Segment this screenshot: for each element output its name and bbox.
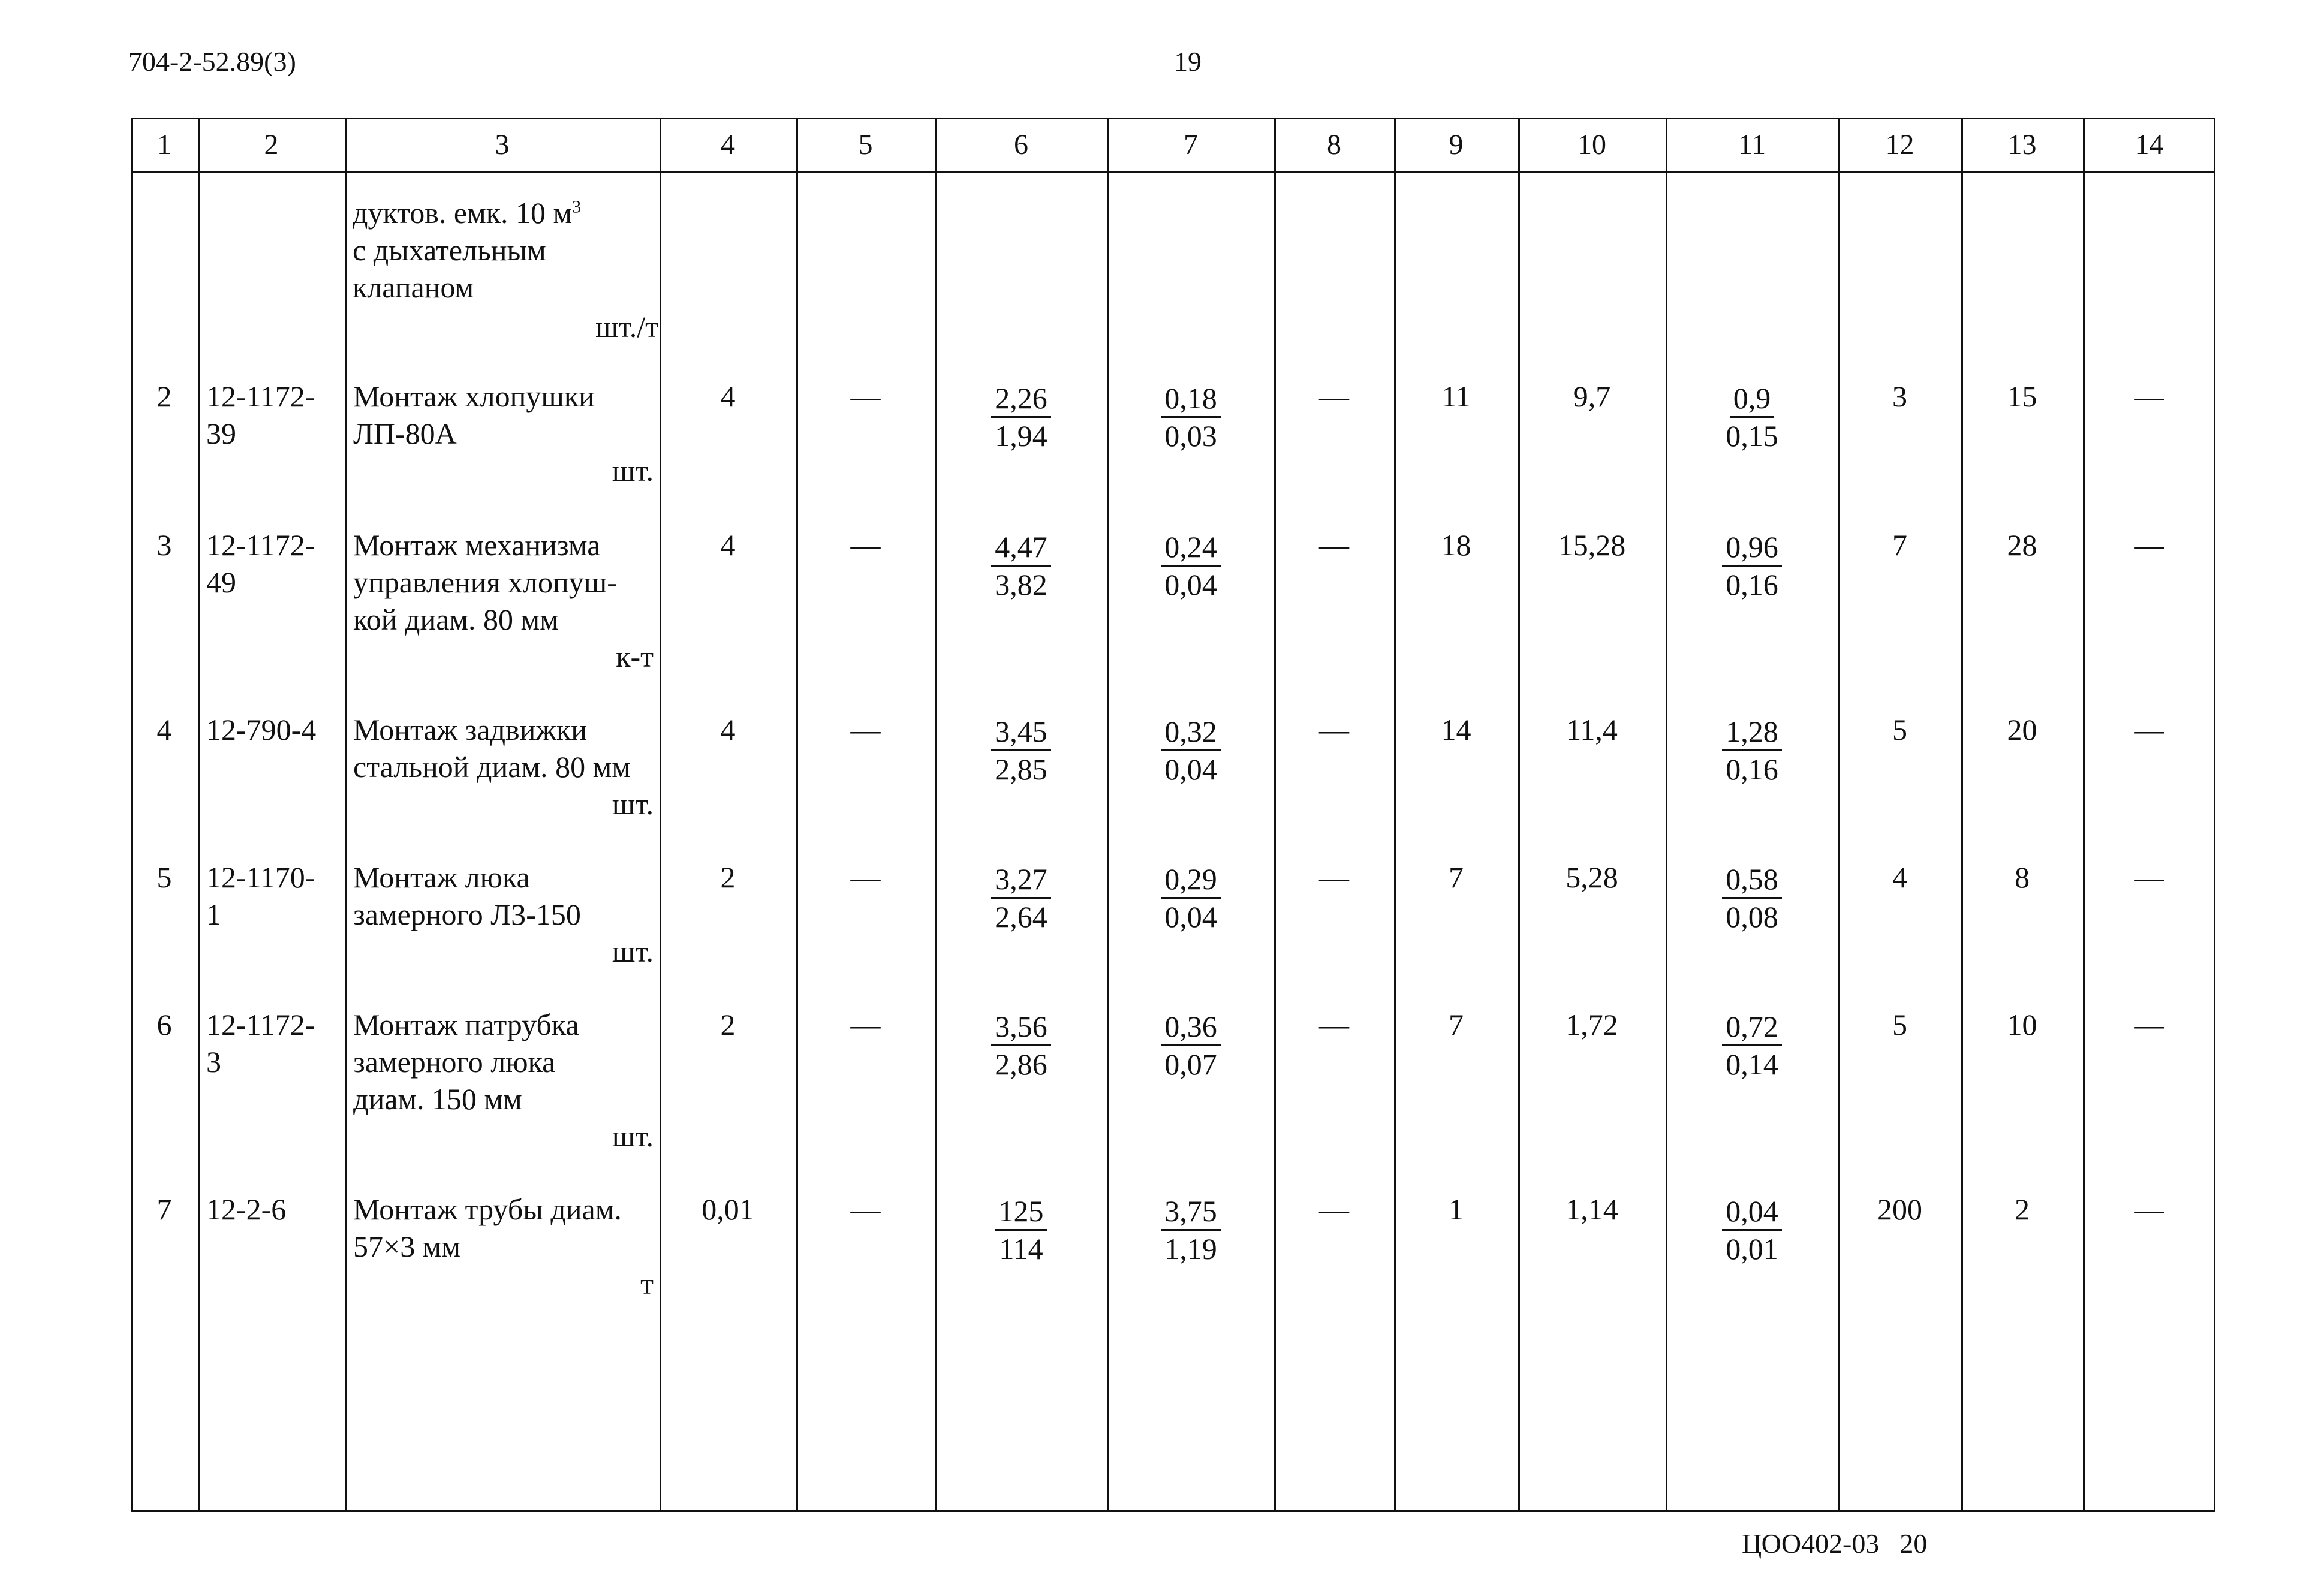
column-number: 2 <box>264 129 279 161</box>
unit-of-measure: к-т <box>616 640 654 673</box>
work-description: замерного люка <box>353 1045 556 1079</box>
work-description: Монтаж патрубка <box>353 1008 579 1041</box>
column-divider <box>1838 118 1840 1512</box>
work-description: Монтаж задвижки <box>353 713 588 746</box>
rate-code-suffix: 49 <box>206 565 236 599</box>
fraction-col6-numerator: 3,27 <box>991 861 1051 899</box>
fraction-col7 <box>1107 1193 1274 1267</box>
value-col10: 9,7 <box>1573 380 1611 413</box>
column-number: 12 <box>1885 129 1914 161</box>
fraction-col7-numerator: 0,29 <box>1161 861 1221 899</box>
value-col12: 3 <box>1892 380 1907 413</box>
fraction-col7 <box>1107 380 1274 454</box>
fraction-col11 <box>1666 861 1838 935</box>
fraction-col6-denominator: 1,94 <box>995 419 1047 453</box>
empty-dash: — <box>850 713 881 746</box>
fraction-col11-numerator: 0,72 <box>1722 1008 1782 1046</box>
quantity: 0,01 <box>702 1193 754 1226</box>
empty-dash: — <box>2134 380 2164 413</box>
work-description: диам. 150 мм <box>353 1082 522 1116</box>
rate-code-suffix: 39 <box>206 417 236 450</box>
value-col13: 10 <box>2007 1008 2037 1041</box>
empty-dash: — <box>2134 1193 2164 1226</box>
column-number: 13 <box>2007 129 2037 161</box>
row-number: 3 <box>156 528 172 562</box>
fraction-col6 <box>935 380 1107 454</box>
fraction-col7 <box>1107 861 1274 935</box>
quantity: 2 <box>720 1008 736 1041</box>
column-number: 4 <box>721 129 735 161</box>
fraction-col7-numerator: 0,36 <box>1161 1008 1221 1046</box>
rate-code: 12-1172- <box>206 1008 315 1041</box>
value-col9: 11 <box>1441 380 1471 413</box>
column-divider <box>2083 118 2085 1512</box>
value-col12: 7 <box>1892 528 1907 562</box>
fraction-col11-denominator: 0,16 <box>1726 752 1778 786</box>
fraction-col11-denominator: 0,08 <box>1726 900 1778 933</box>
column-divider <box>935 118 937 1512</box>
column-divider <box>660 118 661 1512</box>
value-col12: 5 <box>1892 1008 1907 1041</box>
fraction-col7-numerator: 0,32 <box>1161 713 1221 751</box>
work-description: Монтаж хлопушки <box>353 380 595 413</box>
value-col10: 11,4 <box>1566 713 1618 746</box>
fraction-col6-denominator: 114 <box>999 1232 1043 1266</box>
empty-dash: — <box>2134 713 2164 746</box>
empty-dash: — <box>1319 380 1349 413</box>
fraction-col11 <box>1666 380 1838 454</box>
work-description: управления хлопуш- <box>353 565 617 599</box>
continuation-description: дуктов. емк. 10 $м^3$ с дыхательным клапаном <box>353 196 582 304</box>
empty-dash: — <box>850 1008 881 1041</box>
fraction-col11-denominator: 0,14 <box>1726 1047 1778 1081</box>
row-number: 2 <box>156 380 172 413</box>
value-col10: 1,14 <box>1566 1193 1618 1226</box>
column-number: 11 <box>1738 129 1766 161</box>
rate-code-suffix: 3 <box>206 1045 221 1079</box>
column-number: 8 <box>1327 129 1341 161</box>
header-divider <box>131 171 2215 173</box>
fraction-col11-numerator: 0,58 <box>1722 861 1782 899</box>
fraction-col7-denominator: 1,19 <box>1164 1232 1217 1266</box>
fraction-col6-denominator: 2,85 <box>995 752 1047 786</box>
fraction-col6-numerator: 2,26 <box>991 380 1051 418</box>
empty-dash: — <box>850 860 881 894</box>
empty-dash: — <box>850 380 881 413</box>
work-description: стальной диам. 80 мм <box>353 750 631 784</box>
fraction-col11 <box>1666 1008 1838 1082</box>
row-number: 5 <box>156 860 172 894</box>
empty-dash: — <box>1319 1193 1349 1226</box>
empty-dash: — <box>2134 860 2164 894</box>
empty-dash: — <box>850 528 881 562</box>
fraction-col7 <box>1107 1008 1274 1082</box>
value-col12: 5 <box>1892 713 1907 746</box>
fraction-col7-denominator: 0,04 <box>1164 568 1217 601</box>
column-number: 10 <box>1578 129 1606 161</box>
row-number: 6 <box>156 1008 172 1041</box>
quantity: 2 <box>720 860 736 894</box>
fraction-col11-numerator: 0,9 <box>1730 380 1775 418</box>
fraction-col11-numerator: 0,04 <box>1722 1193 1782 1231</box>
rate-code: 12-1172- <box>206 528 315 562</box>
rate-code-suffix: 1 <box>206 898 221 931</box>
fraction-col11-numerator: 0,96 <box>1722 529 1782 567</box>
column-divider <box>345 118 347 1512</box>
value-col13: 28 <box>2007 528 2037 562</box>
value-col13: 15 <box>2007 380 2037 413</box>
value-col9: 14 <box>1441 713 1471 746</box>
unit-of-measure: шт. <box>612 787 654 821</box>
fraction-col6 <box>935 529 1107 603</box>
fraction-col6 <box>935 1008 1107 1082</box>
fraction-col6-numerator: 3,45 <box>991 713 1051 751</box>
value-col13: 2 <box>2015 1193 2030 1226</box>
fraction-col6-denominator: 2,64 <box>995 900 1047 933</box>
empty-dash: — <box>2134 1008 2164 1041</box>
fraction-col7-denominator: 0,04 <box>1164 900 1217 933</box>
empty-dash: — <box>2134 528 2164 562</box>
rate-code: 12-790-4 <box>206 713 317 746</box>
value-col13: 20 <box>2007 713 2037 746</box>
page-number: 19 <box>1174 46 1202 77</box>
fraction-col11 <box>1666 1193 1838 1267</box>
empty-dash: — <box>1319 528 1349 562</box>
work-description: Монтаж механизма <box>353 528 601 562</box>
unit-of-measure: шт. <box>612 454 654 487</box>
fraction-col11 <box>1666 529 1838 603</box>
fraction-col7-denominator: 0,04 <box>1164 752 1217 786</box>
column-number: 6 <box>1014 129 1028 161</box>
column-divider <box>796 118 798 1512</box>
column-number: 9 <box>1449 129 1464 161</box>
column-divider <box>1107 118 1109 1512</box>
row-number: 7 <box>156 1193 172 1226</box>
fraction-col7-denominator: 0,03 <box>1164 419 1217 453</box>
value-col10: 5,28 <box>1566 860 1618 894</box>
fraction-col6 <box>935 861 1107 935</box>
value-col9: 7 <box>1449 1008 1464 1041</box>
column-divider <box>1274 118 1276 1512</box>
column-divider <box>1518 118 1520 1512</box>
empty-dash: — <box>1319 713 1349 746</box>
quantity: 4 <box>720 528 736 562</box>
rate-code: 12-1170- <box>206 860 315 894</box>
column-number: 7 <box>1184 129 1198 161</box>
work-description: Монтаж трубы диам. <box>353 1193 622 1226</box>
value-col9: 1 <box>1449 1193 1464 1226</box>
rate-code: 12-2-6 <box>206 1193 287 1226</box>
rate-code: 12-1172- <box>206 380 315 413</box>
column-number: 14 <box>2135 129 2164 161</box>
work-description: кой диам. 80 мм <box>353 603 559 636</box>
value-col10: 15,28 <box>1558 528 1626 562</box>
value-col12: 4 <box>1892 860 1907 894</box>
column-number: 1 <box>157 129 171 161</box>
empty-dash: — <box>1319 860 1349 894</box>
fraction-col11-numerator: 1,28 <box>1722 713 1782 751</box>
value-col12: 200 <box>1877 1193 1922 1226</box>
footer-code: ЦОО402-03 20 <box>1742 1528 1928 1559</box>
fraction-col6 <box>935 713 1107 787</box>
work-description: 57×3 мм <box>353 1230 460 1263</box>
column-divider <box>198 118 200 1512</box>
fraction-col11-denominator: 0,15 <box>1726 419 1778 453</box>
unit-of-measure: шт. <box>612 935 654 968</box>
fraction-col6-numerator: 3,56 <box>991 1008 1051 1046</box>
fraction-col7-numerator: 0,18 <box>1161 380 1221 418</box>
quantity: 4 <box>720 380 736 413</box>
fraction-col11-denominator: 0,01 <box>1726 1232 1778 1266</box>
fraction-col7-denominator: 0,07 <box>1164 1047 1217 1081</box>
column-divider <box>1666 118 1667 1512</box>
work-description: замерного ЛЗ-150 <box>353 898 581 931</box>
fraction-col7-numerator: 3,75 <box>1161 1193 1221 1231</box>
row-number: 4 <box>156 713 172 746</box>
value-col13: 8 <box>2015 860 2030 894</box>
fraction-col7 <box>1107 529 1274 603</box>
column-divider <box>1394 118 1396 1512</box>
empty-dash: — <box>850 1193 881 1226</box>
fraction-col6-numerator: 125 <box>995 1193 1047 1231</box>
estimate-table <box>131 118 2215 1512</box>
empty-dash: — <box>1319 1008 1349 1041</box>
document-code: 704-2-52.89(3) <box>128 46 296 77</box>
unit-of-measure: шт. <box>612 1119 654 1153</box>
work-description: Монтаж люка <box>353 860 530 894</box>
fraction-col6 <box>935 1193 1107 1267</box>
fraction-col6-denominator: 3,82 <box>995 568 1047 601</box>
fraction-col6-numerator: 4,47 <box>991 529 1051 567</box>
value-col10: 1,72 <box>1566 1008 1618 1041</box>
column-number: 3 <box>495 129 510 161</box>
fraction-col11 <box>1666 713 1838 787</box>
fraction-col7-numerator: 0,24 <box>1161 529 1221 567</box>
work-description: ЛП-80А <box>353 417 457 450</box>
unit-of-measure: т <box>640 1267 654 1300</box>
quantity: 4 <box>720 713 736 746</box>
value-col9: 7 <box>1449 860 1464 894</box>
fraction-col11-denominator: 0,16 <box>1726 568 1778 601</box>
continuation-unit: шт./т <box>595 310 658 344</box>
column-divider <box>1961 118 1963 1512</box>
fraction-col6-denominator: 2,86 <box>995 1047 1047 1081</box>
value-col9: 18 <box>1441 528 1471 562</box>
column-number: 5 <box>858 129 873 161</box>
fraction-col7 <box>1107 713 1274 787</box>
